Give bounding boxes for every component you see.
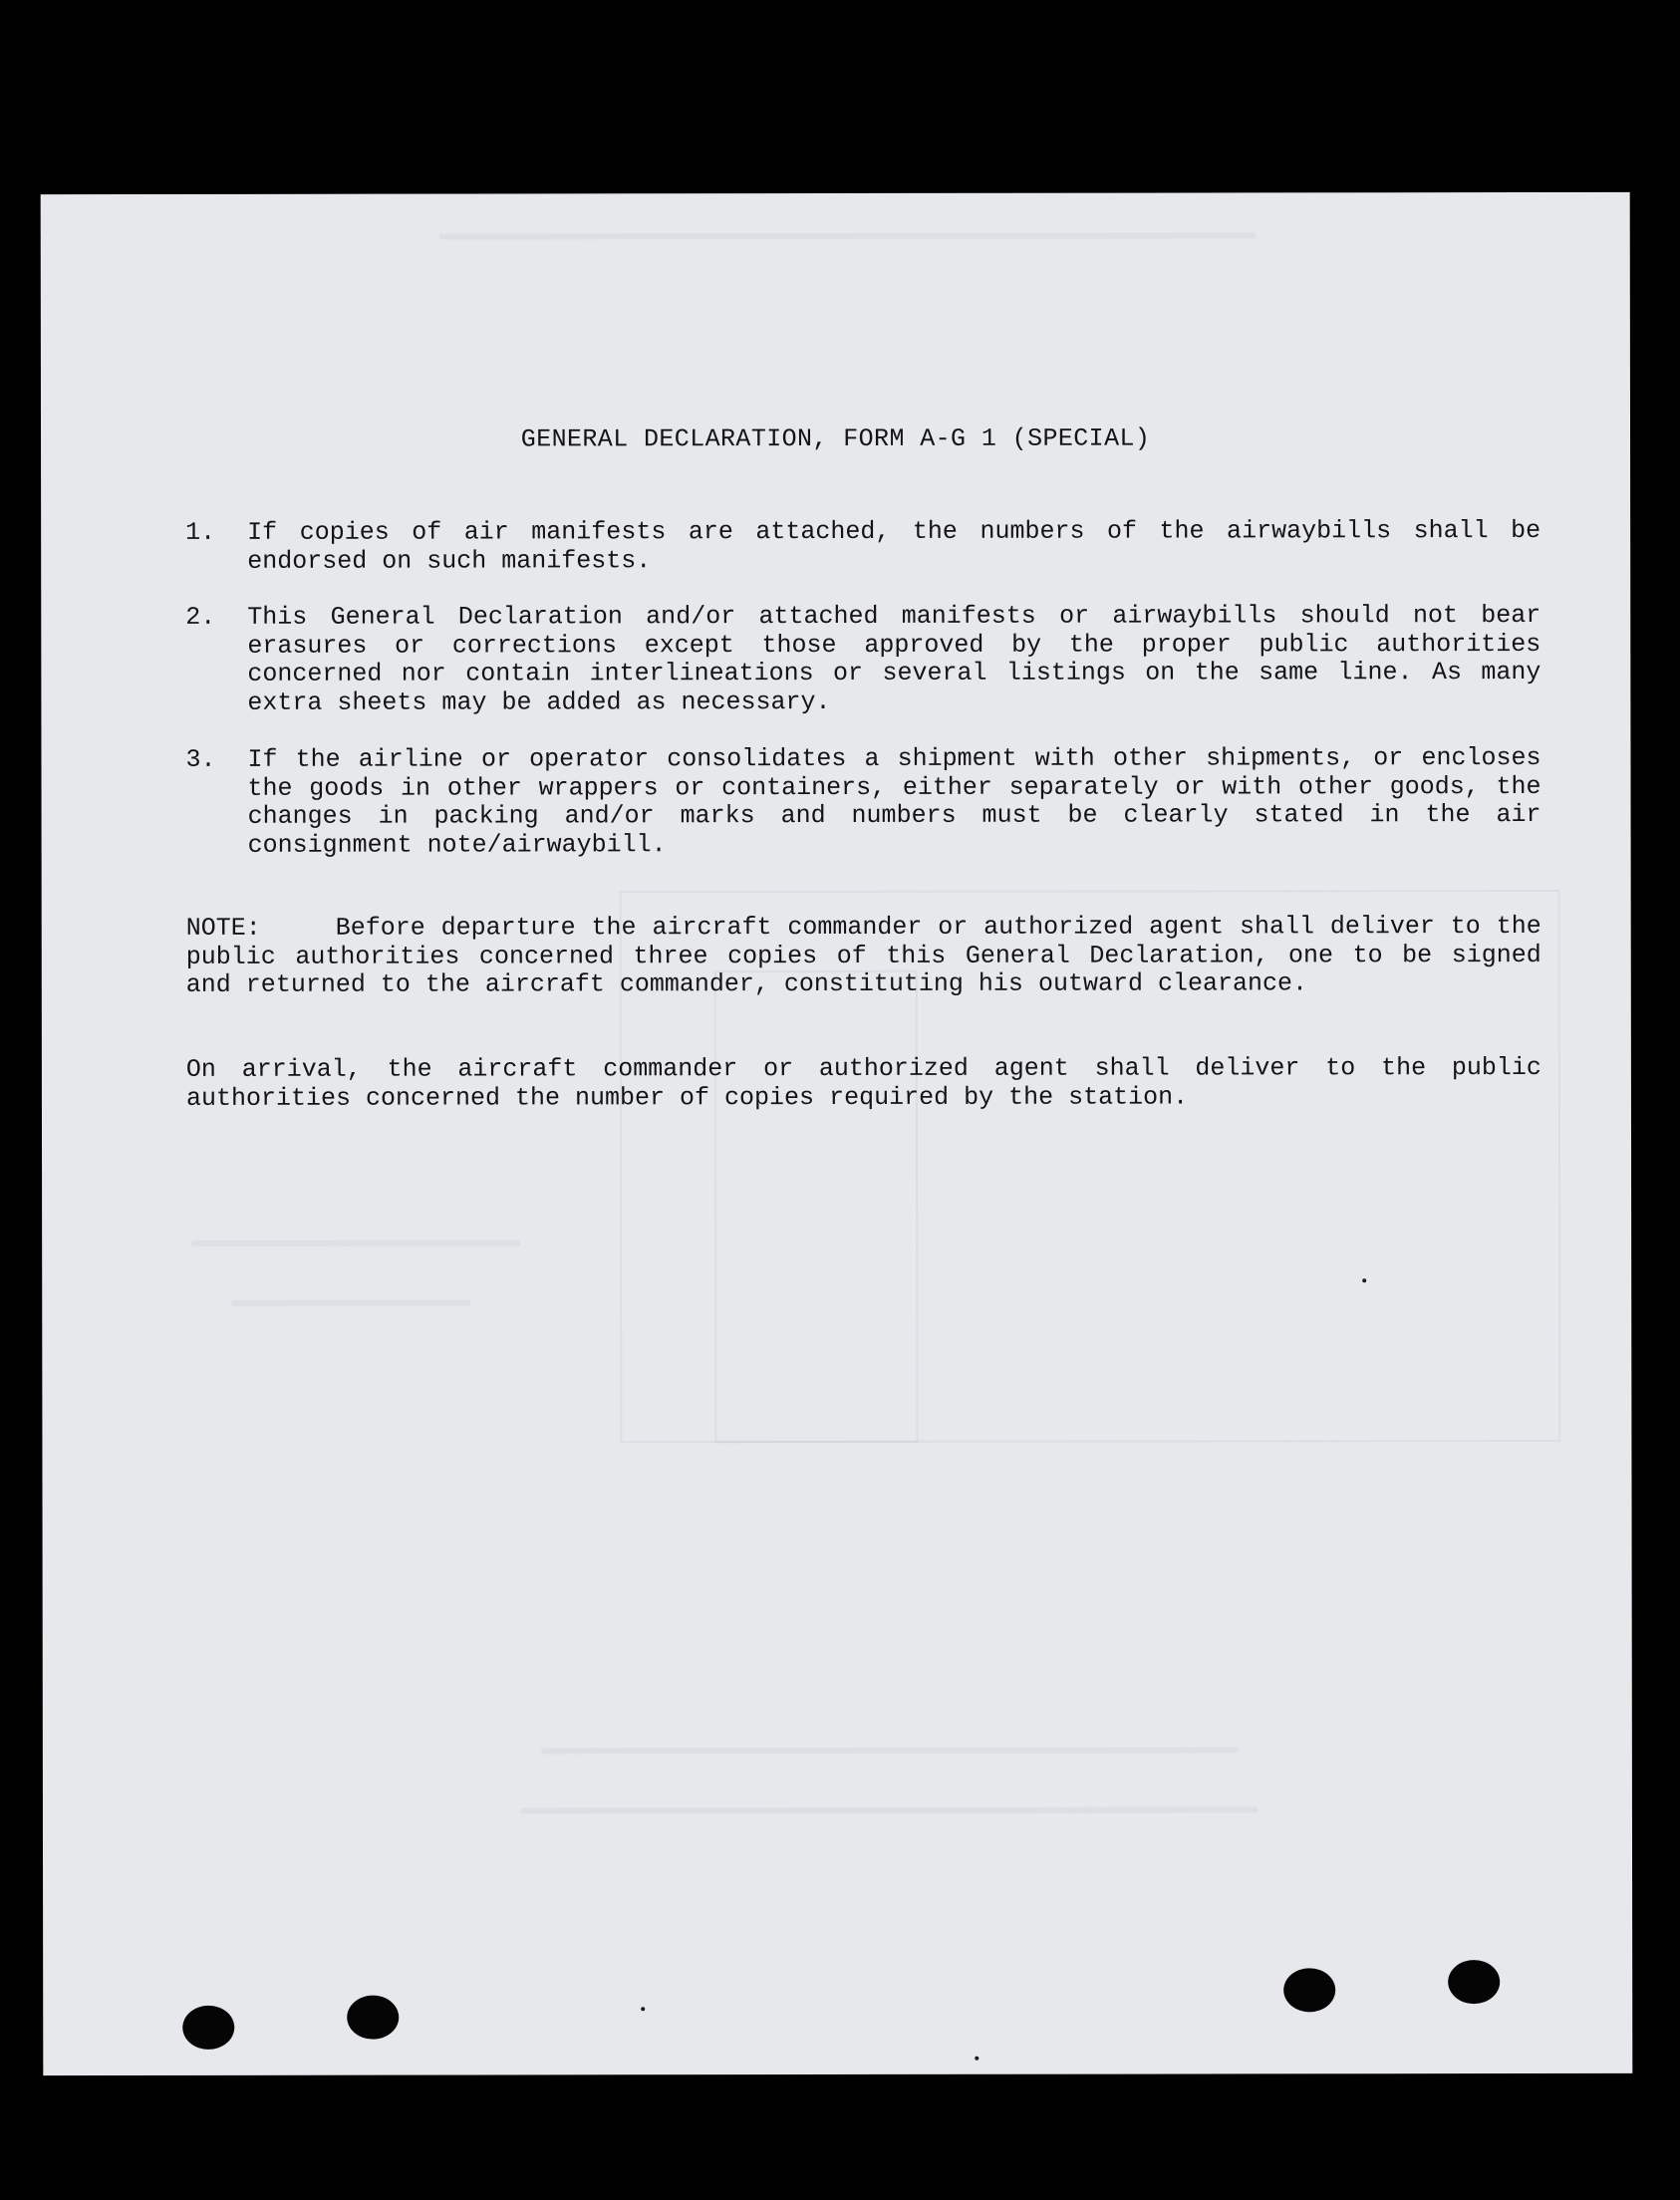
speck <box>1362 1278 1366 1282</box>
show-through-line <box>439 232 1257 239</box>
show-through-line <box>521 1806 1259 1813</box>
instruction-item <box>185 517 1540 576</box>
punch-hole <box>347 1996 399 2040</box>
punch-hole <box>182 2006 234 2050</box>
show-through-line <box>191 1239 520 1245</box>
show-through-line <box>541 1747 1239 1754</box>
show-through-box <box>714 970 919 1443</box>
item-text: If copies of air manifests are attached, the numbers of the airwaybills shall be endorsed on such manifests. <box>247 516 1541 576</box>
note-text: Before departure the aircraft commander or authorized agent shall deliver to the public authorities concerned three copies of this General Declaration, one to be signed and returned to the aircraft commander, constituting his outward clearance. <box>185 912 1541 999</box>
item-text: This General Declaration and/or attached manifests or airwaybills should not bear erasures or corrections except those approved by the proper public authorities concerned nor contain interlineations or several listings on the same line. As many extra sheets may be added as necessary. <box>247 601 1541 717</box>
item-number: 1. <box>185 517 216 547</box>
item-number: 2. <box>185 602 216 632</box>
paper-sheet <box>41 192 1633 2075</box>
speck <box>975 2057 979 2061</box>
instruction-item <box>185 744 1540 860</box>
instruction-item <box>185 602 1540 717</box>
item-number: 3. <box>185 744 216 774</box>
punch-hole <box>1448 1960 1500 2004</box>
document-title: GENERAL DECLARATION, FORM A-G 1 (SPECIAL) <box>520 423 1151 454</box>
arrival-paragraph: On arrival, the aircraft commander or authorized agent shall deliver to the public authorities concerned the number of copies required by the station. <box>185 1053 1541 1113</box>
note-label: NOTE: <box>185 913 261 943</box>
note-paragraph <box>186 913 1541 999</box>
punch-hole <box>1283 1968 1335 2012</box>
show-through-line <box>231 1300 470 1306</box>
speck <box>641 2007 645 2011</box>
item-text: If the airline or operator consolidates a shipment with other shipments, or encloses the goods in other wrappers or containers, either separately or with other goods, the changes in packing and/or marks and numbers must be clearly stated in the air consignment note/airwaybill. <box>247 743 1541 860</box>
